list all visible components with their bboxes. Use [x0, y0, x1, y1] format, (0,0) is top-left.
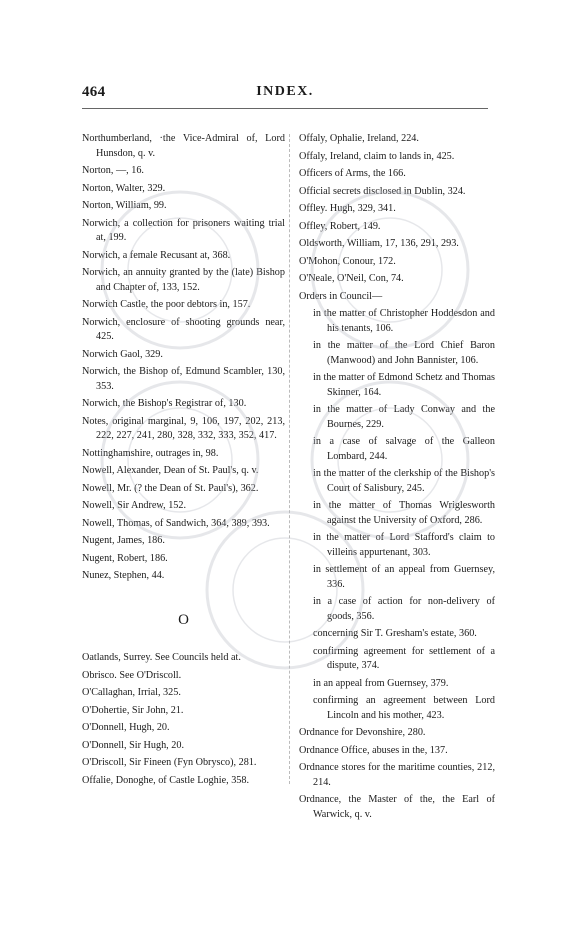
index-entry: Norwich, the Bishop of, Edmund Scambler, 130, 353. — [82, 366, 285, 392]
index-entry: O'Callaghan, Irrial, 325. — [82, 687, 181, 698]
page-header — [82, 84, 488, 108]
index-entry: O'Mohon, Conour, 172. — [299, 255, 396, 267]
index-subentry: in settlement of an appeal from Guernsey, 336. — [313, 564, 495, 590]
index-entry: Norwich Castle, the poor debtors in, 157. — [82, 299, 251, 310]
index-entry: Offalie, Donoghe, of Castle Loghie, 358. — [82, 774, 250, 786]
index-entry: Notes, original marginal, 9, 106, 197, 202, 213, 222, 227, 241, 280, 328, 332, 333, 352, 417. — [82, 415, 285, 441]
index-entry: Oldsworth, William, 17, 136, 291, 293. — [299, 238, 459, 249]
index-entry: Norwich, a female Recusant at, 368. — [82, 249, 231, 261]
left-entries-n — [82, 132, 285, 584]
index-subentry: in an appeal from Guernsey, 379. — [313, 677, 449, 689]
index-entry: O'Driscoll, Sir Fineen (Fyn Obrysco), 281. — [82, 757, 257, 768]
index-entry: Norton, William, 99. — [82, 200, 167, 211]
index-entry: Officers of Arms, the 166. — [299, 168, 406, 179]
right-column — [299, 132, 495, 825]
index-entry: Ordnance stores for the maritime counties, 212, 214. — [299, 762, 495, 788]
index-subentry: confirming agreement for settlement of a dispute, 374. — [313, 645, 495, 671]
left-entries-o — [82, 651, 285, 788]
index-entry: Offley. Hugh, 329, 341. — [299, 203, 396, 214]
index-subentry: in the matter of Christopher Hoddesdon and his tenants, 106. — [313, 308, 495, 334]
section-letter: O — [178, 611, 189, 628]
right-entries-ordnance — [299, 726, 495, 822]
index-entry: Nowell, Mr. (? the Dean of St. Paul's), 362. — [82, 482, 259, 494]
index-entry: Official secrets disclosed in Dublin, 324. — [299, 185, 466, 197]
index-entry: Ordnance Office, abuses in the, 137. — [299, 744, 448, 756]
index-entry: Nowell, Sir Andrew, 152. — [82, 500, 187, 511]
index-subentry: in a case of action for non-delivery of goods, 356. — [313, 596, 495, 622]
index-entry: O'Dohertie, Sir John, 21. — [82, 704, 184, 716]
index-entry: Ordnance for Devonshire, 280. — [299, 727, 426, 738]
index-entry: Offley, Robert, 149. — [299, 220, 381, 232]
left-column — [82, 132, 285, 791]
index-entry: O'Donnell, Sir Hugh, 20. — [82, 739, 185, 751]
index-entry: Nowell, Thomas, of Sandwich, 364, 389, 393. — [82, 517, 270, 529]
index-entry: O'Neale, O'Neil, Con, 74. — [299, 273, 404, 284]
index-subentry: in the matter of the Lord Chief Baron (Manwood) and John Bannister, 106. — [313, 340, 495, 366]
index-subentry: in the matter of the clerkship of the Bishop's Court of Salisbury, 245. — [313, 468, 495, 494]
index-entry: Norwich, enclosure of shooting grounds near, 425. — [82, 316, 285, 342]
index-entry: Ordnance, the Master of the, the Earl of Warwick, q. v. — [299, 794, 495, 820]
index-subentry: in a case of salvage of the Galleon Lombard, 244. — [313, 436, 495, 462]
index-entry: Orders in Council— — [299, 290, 383, 302]
index-entry: Norwich, an annuity granted by the (late) Bishop and Chapter of, 133, 152. — [82, 267, 285, 293]
index-entry: Oatlands, Surrey. See Councils held at. — [82, 652, 241, 663]
page-number: 464 — [82, 84, 106, 100]
index-entry: Offaly, Ireland, claim to lands in, 425. — [299, 150, 455, 162]
index-entry: Nowell, Alexander, Dean of St. Paul's, q. v. — [82, 465, 259, 476]
index-entry: Norwich, a collection for prisoners waiting trial at, 199. — [82, 217, 285, 243]
index-entry: Offaly, Ophalie, Ireland, 224. — [299, 133, 419, 144]
index-subentry: in the matter of Thomas Wriglesworth against the University of Oxford, 286. — [313, 500, 495, 526]
index-subentry: concerning Sir T. Gresham's estate, 360. — [313, 628, 477, 639]
index-entry: Northumberland, ·the Vice-Admiral of, Lord Hunsdon, q. v. — [82, 133, 285, 159]
index-entry: O'Donnell, Hugh, 20. — [82, 722, 170, 733]
running-head: INDEX. — [256, 84, 314, 99]
index-subentry: in the matter of Lady Conway and the Bournes, 229. — [313, 404, 495, 430]
header-rule — [82, 108, 488, 109]
index-entry: Nunez, Stephen, 44. — [82, 570, 165, 581]
index-entry: Nottinghamshire, outrages in, 98. — [82, 447, 219, 459]
index-entry: Norwich, the Bishop's Registrar of, 130. — [82, 398, 247, 409]
index-entry: Norton, Walter, 329. — [82, 182, 166, 194]
index-entry: Obrisco. See O'Driscoll. — [82, 669, 182, 681]
column-divider — [289, 134, 290, 784]
index-entry: Nugent, Robert, 186. — [82, 552, 168, 564]
index-entry: Norwich Gaol, 329. — [82, 348, 163, 360]
index-subentry: confirming an agreement between Lord Lincoln and his mother, 423. — [313, 695, 495, 721]
index-subentry: in the matter of Edmond Schetz and Thomas Skinner, 164. — [313, 372, 495, 398]
index-subentry: in the matter of Lord Stafford's claim to villeins appurtenant, 303. — [313, 532, 495, 558]
index-entry: Norton, —, 16. — [82, 165, 144, 176]
right-entries — [299, 132, 495, 304]
orders-in-council-subentries — [299, 307, 495, 723]
index-entry: Nugent, James, 186. — [82, 535, 165, 546]
